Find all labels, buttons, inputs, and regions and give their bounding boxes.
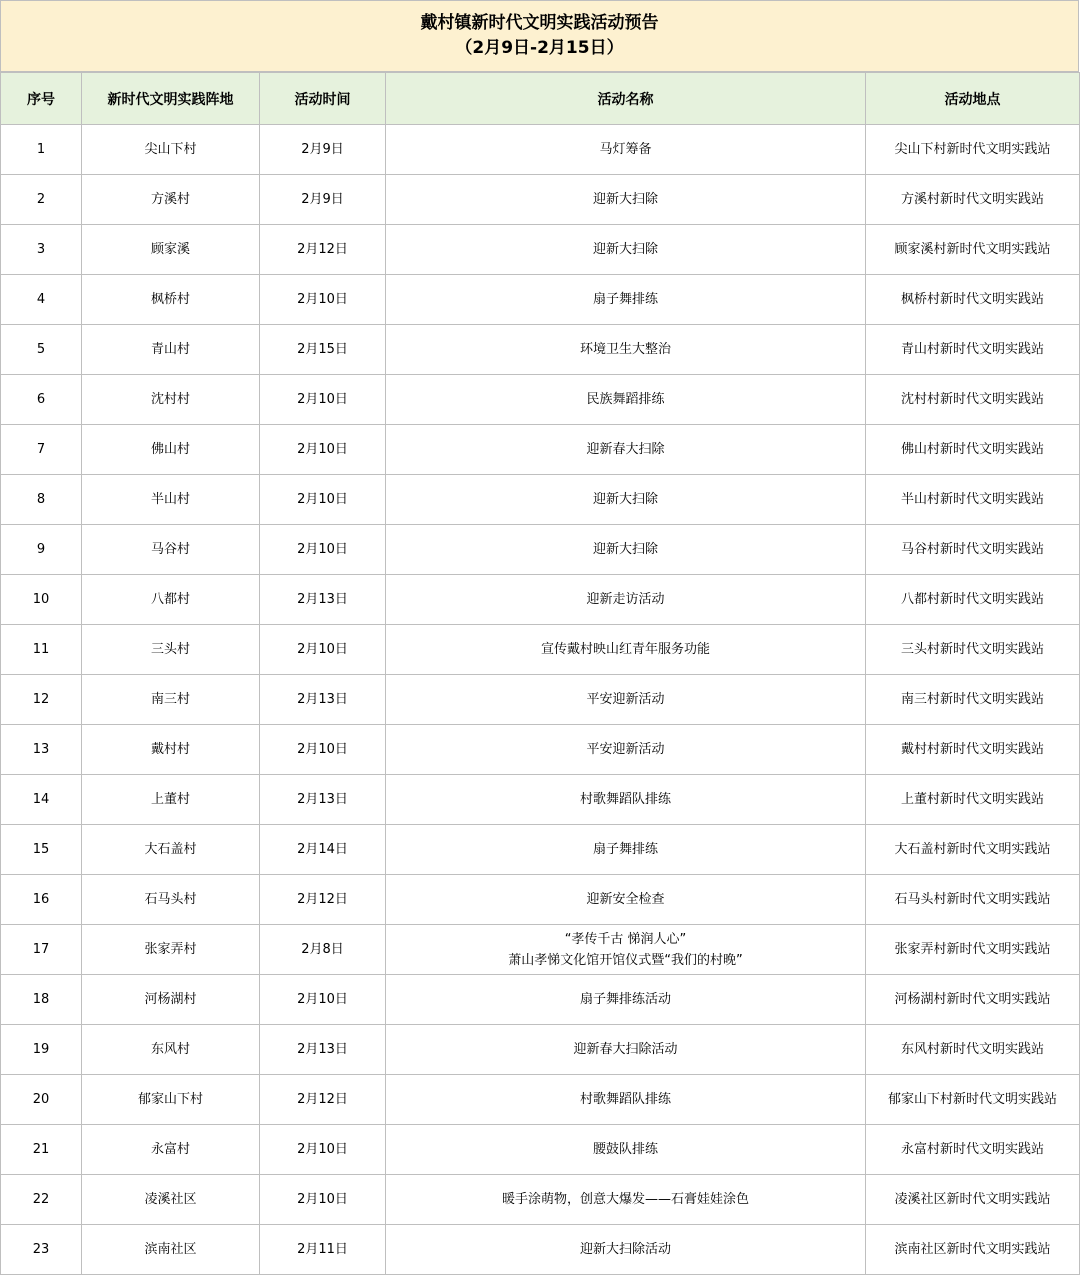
cell-activity-name [386,175,866,225]
cell-time: 2月13日 [260,675,386,725]
cell-place: 沈村村新时代文明实践站 [866,375,1080,425]
table-row [1,425,1080,475]
cell-site: 石马头村 [82,875,260,925]
activity-name-line: 马灯筹备 [599,142,652,157]
cell-activity-name [386,1225,866,1275]
cell-time: 2月14日 [260,825,386,875]
cell-activity-name [386,475,866,525]
cell-activity-name [386,1075,866,1125]
table-row [1,925,1080,975]
cell-place: 南三村新时代文明实践站 [866,675,1080,725]
activity-name-line: 迎新安全检查 [586,892,665,907]
table-row [1,475,1080,525]
cell-activity-name [386,125,866,175]
cell-place: 戴村村新时代文明实践站 [866,725,1080,775]
cell-activity-name [386,775,866,825]
cell-time: 2月9日 [260,125,386,175]
table-row [1,175,1080,225]
table-row [1,125,1080,175]
activity-table [0,72,1080,1275]
table-row [1,1125,1080,1175]
header-activity-name: 活动名称 [386,73,866,125]
table-row [1,775,1080,825]
cell-time: 2月10日 [260,625,386,675]
title-line-1: 戴村镇新时代文明实践活动预告 [420,13,659,33]
cell-time: 2月8日 [260,925,386,975]
table-title [0,0,1079,72]
cell-site: 沈村村 [82,375,260,425]
cell-place: 八都村新时代文明实践站 [866,575,1080,625]
table-row [1,725,1080,775]
table-row [1,675,1080,725]
activity-name-line: 村歌舞蹈队排练 [579,1092,671,1107]
cell-time: 2月10日 [260,525,386,575]
activity-name-line: 萧山孝悌文化馆开馆仪式暨“我们的村晚” [508,952,743,968]
cell-place: 郁家山下村新时代文明实践站 [866,1075,1080,1125]
table-row [1,1225,1080,1275]
cell-no: 8 [1,475,82,525]
cell-activity-name [386,225,866,275]
cell-time: 2月10日 [260,975,386,1025]
activity-name-line: 扇子舞排练活动 [579,992,671,1007]
cell-site: 南三村 [82,675,260,725]
cell-activity-name [386,925,866,975]
cell-time: 2月13日 [260,775,386,825]
cell-time: 2月12日 [260,225,386,275]
cell-site: 三头村 [82,625,260,675]
cell-time: 2月10日 [260,1125,386,1175]
cell-activity-name [386,575,866,625]
cell-no: 3 [1,225,82,275]
cell-site: 大石盖村 [82,825,260,875]
cell-site: 凌溪社区 [82,1175,260,1225]
cell-place: 上董村新时代文明实践站 [866,775,1080,825]
table-row [1,225,1080,275]
cell-activity-name [386,825,866,875]
cell-place: 顾家溪村新时代文明实践站 [866,225,1080,275]
cell-no: 16 [1,875,82,925]
cell-no: 1 [1,125,82,175]
cell-site: 枫桥村 [82,275,260,325]
cell-site: 青山村 [82,325,260,375]
cell-place: 张家弄村新时代文明实践站 [866,925,1080,975]
header-place: 活动地点 [866,73,1080,125]
cell-site: 方溪村 [82,175,260,225]
table-row [1,875,1080,925]
cell-time: 2月10日 [260,725,386,775]
cell-place: 半山村新时代文明实践站 [866,475,1080,525]
cell-place: 马谷村新时代文明实践站 [866,525,1080,575]
cell-time: 2月10日 [260,275,386,325]
activity-name-line: 腰鼓队排练 [592,1142,658,1157]
table-body [1,125,1080,1275]
cell-place: 佛山村新时代文明实践站 [866,425,1080,475]
cell-no: 22 [1,1175,82,1225]
cell-time: 2月15日 [260,325,386,375]
cell-site: 戴村村 [82,725,260,775]
cell-site: 顾家溪 [82,225,260,275]
table-row [1,325,1080,375]
cell-time: 2月13日 [260,1025,386,1075]
activity-name-line: 迎新春大扫除活动 [573,1042,678,1057]
cell-site: 张家弄村 [82,925,260,975]
cell-time: 2月13日 [260,575,386,625]
header-row [1,73,1080,125]
table-row [1,375,1080,425]
cell-time: 2月10日 [260,475,386,525]
cell-time: 2月12日 [260,1075,386,1125]
activity-name-line: 迎新大扫除 [592,492,658,507]
cell-no: 11 [1,625,82,675]
cell-activity-name [386,275,866,325]
activity-name-line: 扇子舞排练 [592,842,658,857]
cell-place: 东风村新时代文明实践站 [866,1025,1080,1075]
cell-activity-name [386,425,866,475]
cell-place: 方溪村新时代文明实践站 [866,175,1080,225]
activity-name-line: 暖手涂萌物，创意大爆发——石膏娃娃涂色 [501,1192,749,1207]
cell-place: 三头村新时代文明实践站 [866,625,1080,675]
activity-name-line: 宣传戴村映山红青年服务功能 [540,642,710,657]
header-no: 序号 [1,73,82,125]
cell-place: 石马头村新时代文明实践站 [866,875,1080,925]
cell-activity-name [386,725,866,775]
cell-no: 20 [1,1075,82,1125]
header-site: 新时代文明实践阵地 [82,73,260,125]
table-row [1,825,1080,875]
cell-no: 5 [1,325,82,375]
cell-activity-name [386,525,866,575]
cell-site: 东风村 [82,1025,260,1075]
cell-site: 半山村 [82,475,260,525]
cell-time: 2月12日 [260,875,386,925]
table-row [1,975,1080,1025]
cell-site: 河杨湖村 [82,975,260,1025]
activity-name-line: 平安迎新活动 [586,742,665,757]
cell-no: 2 [1,175,82,225]
activity-name-line: 迎新大扫除活动 [579,1242,671,1257]
cell-site: 郁家山下村 [82,1075,260,1125]
table-row [1,525,1080,575]
activity-name-line: 民族舞蹈排练 [586,392,665,407]
cell-no: 18 [1,975,82,1025]
cell-site: 永富村 [82,1125,260,1175]
cell-site: 滨南社区 [82,1225,260,1275]
cell-no: 12 [1,675,82,725]
cell-place: 青山村新时代文明实践站 [866,325,1080,375]
cell-no: 19 [1,1025,82,1075]
header-time: 活动时间 [260,73,386,125]
cell-place: 滨南社区新时代文明实践站 [866,1225,1080,1275]
cell-no: 17 [1,925,82,975]
cell-activity-name [386,1175,866,1225]
cell-time: 2月9日 [260,175,386,225]
cell-no: 10 [1,575,82,625]
activity-name-line: 迎新大扫除 [592,192,658,207]
cell-no: 4 [1,275,82,325]
cell-site: 马谷村 [82,525,260,575]
cell-no: 23 [1,1225,82,1275]
table-row [1,275,1080,325]
cell-place: 枫桥村新时代文明实践站 [866,275,1080,325]
cell-activity-name [386,325,866,375]
activity-name-line: 迎新春大扫除 [586,442,665,457]
cell-place: 大石盖村新时代文明实践站 [866,825,1080,875]
cell-no: 13 [1,725,82,775]
activity-name-line: 迎新走访活动 [586,592,665,607]
cell-place: 尖山下村新时代文明实践站 [866,125,1080,175]
cell-time: 2月10日 [260,375,386,425]
cell-site: 上董村 [82,775,260,825]
cell-site: 尖山下村 [82,125,260,175]
cell-activity-name [386,625,866,675]
activity-name-line: 迎新大扫除 [592,242,658,257]
activity-name-line: 村歌舞蹈队排练 [579,792,671,807]
table-row [1,575,1080,625]
cell-place: 凌溪社区新时代文明实践站 [866,1175,1080,1225]
cell-place: 永富村新时代文明实践站 [866,1125,1080,1175]
cell-site: 八都村 [82,575,260,625]
cell-activity-name [386,1025,866,1075]
cell-no: 9 [1,525,82,575]
table-row [1,1175,1080,1225]
title-line-2: （2月9日-2月15日） [455,38,624,58]
table-row [1,625,1080,675]
cell-activity-name [386,875,866,925]
cell-place: 河杨湖村新时代文明实践站 [866,975,1080,1025]
cell-no: 14 [1,775,82,825]
table-row [1,1075,1080,1125]
cell-site: 佛山村 [82,425,260,475]
cell-time: 2月11日 [260,1225,386,1275]
activity-name-line: 迎新大扫除 [592,542,658,557]
cell-no: 15 [1,825,82,875]
cell-activity-name [386,675,866,725]
activity-name-line: 平安迎新活动 [586,692,665,707]
activity-name-line: 扇子舞排练 [592,292,658,307]
activity-name-line: “孝传千古 悌润人心” [564,931,687,947]
cell-activity-name [386,1125,866,1175]
table-row [1,1025,1080,1075]
cell-no: 7 [1,425,82,475]
cell-time: 2月10日 [260,425,386,475]
cell-no: 21 [1,1125,82,1175]
cell-activity-name [386,975,866,1025]
cell-no: 6 [1,375,82,425]
activity-name-line: 环境卫生大整治 [579,342,671,357]
cell-activity-name [386,375,866,425]
cell-time: 2月10日 [260,1175,386,1225]
